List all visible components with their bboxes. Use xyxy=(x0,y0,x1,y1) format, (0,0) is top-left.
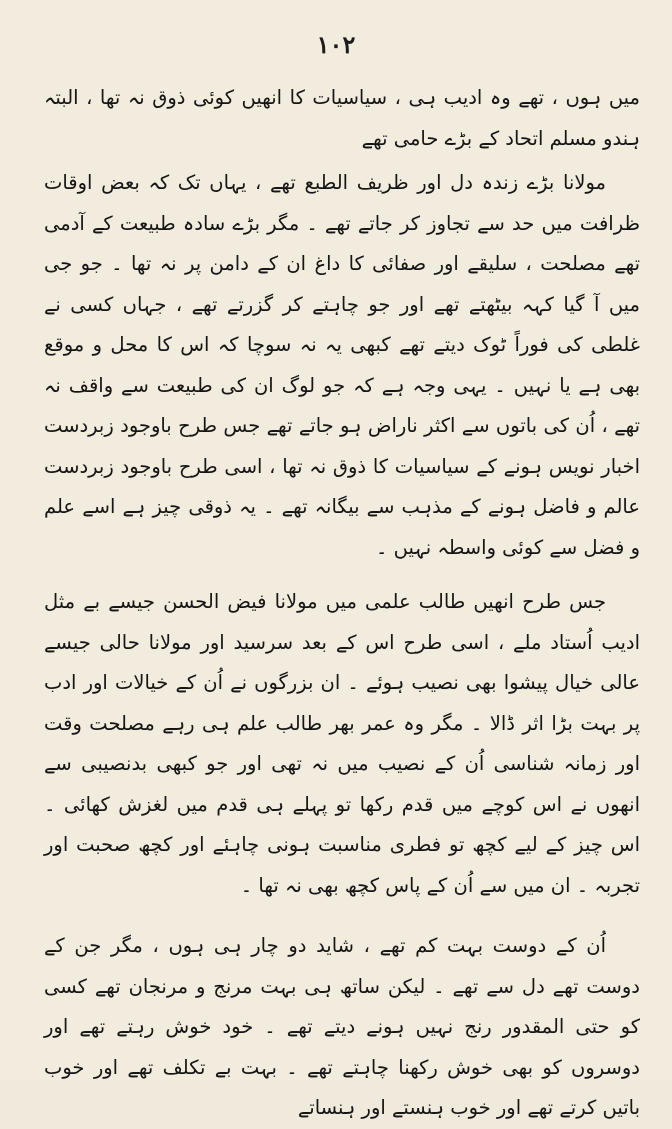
paragraph-1: میں ہوں ، تھے وہ ادیب ہی ، سیاسیات کا انھیں کوئی ذوق نہ تھا ، البتہ ہندو مسلم اتحاد کے بڑے حامی تھے xyxy=(44,86,640,150)
page-number: ۱۰۲ xyxy=(316,30,356,59)
paragraph-3: جس طرح انھیں طالب علمی میں مولانا فیض الحسن جیسے بے مثل ادیب اُستاد ملے ، اسی طرح اس کے بعد سرسید اور مولانا حالی جیسے عالی خیال پیشوا بھی نصیب ہوئے ۔ ان بزرگوں نے اُن کے خیالات اور ادب پر بہت بڑا اثر ڈالا ۔ مگر وہ عمر بھر طالب علم ہی رہے مصلحت وقت اور زمانہ شناسی اُن کے نصیب میں نہ تھی اور جو کبھی بدنصیبی سے انھوں نے اس کوچے میں قدم رکھا تو پہلے ہی قدم میں لغزش کھائی ۔ اس چیز کے لیے کچھ تو فطری مناسبت ہونی چاہئے اور کچھ صحبت اور تجربہ ۔ ان میں سے اُن کے پاس کچھ بھی نہ تھا ۔ xyxy=(44,590,640,897)
paragraph-2: مولانا بڑے زندہ دل اور ظریف الطبع تھے ، یہاں تک کہ بعض اوقات ظرافت میں حد سے تجاوز کر جاتے تھے ۔ مگر بڑے سادہ طبیعت کے آدمی تھے مصلحت ، سلیقے اور صفائی کا داغ ان کے دامن پر نہ تھا ۔ جو جی میں آ گیا کہہ بیٹھتے تھے اور جو چاہتے کر گزرتے تھے ، جہاں کسی نے غلطی کی فوراً ٹوک دیتے تھے کبھی یہ نہ سوچا کہ اس کا محل و موقع بھی ہے یا نہیں ۔ یہی وجہ ہے کہ جو لوگ ان کی طبیعت سے واقف نہ تھے ، اُن کی باتوں سے اکثر ناراض ہو جاتے تھے جس طرح باوجود زبردست اخبار نویس ہونے کے سیاسیات کا ذوق نہ تھا ، اسی طرح باوجود زبردست عالم و فاضل ہونے کے مذہب سے بیگانہ تھے ۔ یہ ذوقی چیز ہے اسے علم و فضل سے کوئی واسطہ نہیں ۔ xyxy=(44,171,640,559)
page-body xyxy=(44,78,640,1129)
paragraph-4: اُن کے دوست بہت کم تھے ، شاید دو چار ہی ہوں ، مگر جن کے دوست تھے دل سے تھے ۔ لیکن ساتھ ہی بہت مرنج و مرنجان تھے کسی کو حتی المقدور رنج نہیں ہونے دیتے تھے ۔ خود خوش رہتے تھے اور دوسروں کو بھی خوش رکھنا چاہتے تھے ۔ بہت بے تکلف تھے اور خوب باتیں کرتے تھے اور خوب ہنستے اور ہنساتے xyxy=(44,934,640,1119)
